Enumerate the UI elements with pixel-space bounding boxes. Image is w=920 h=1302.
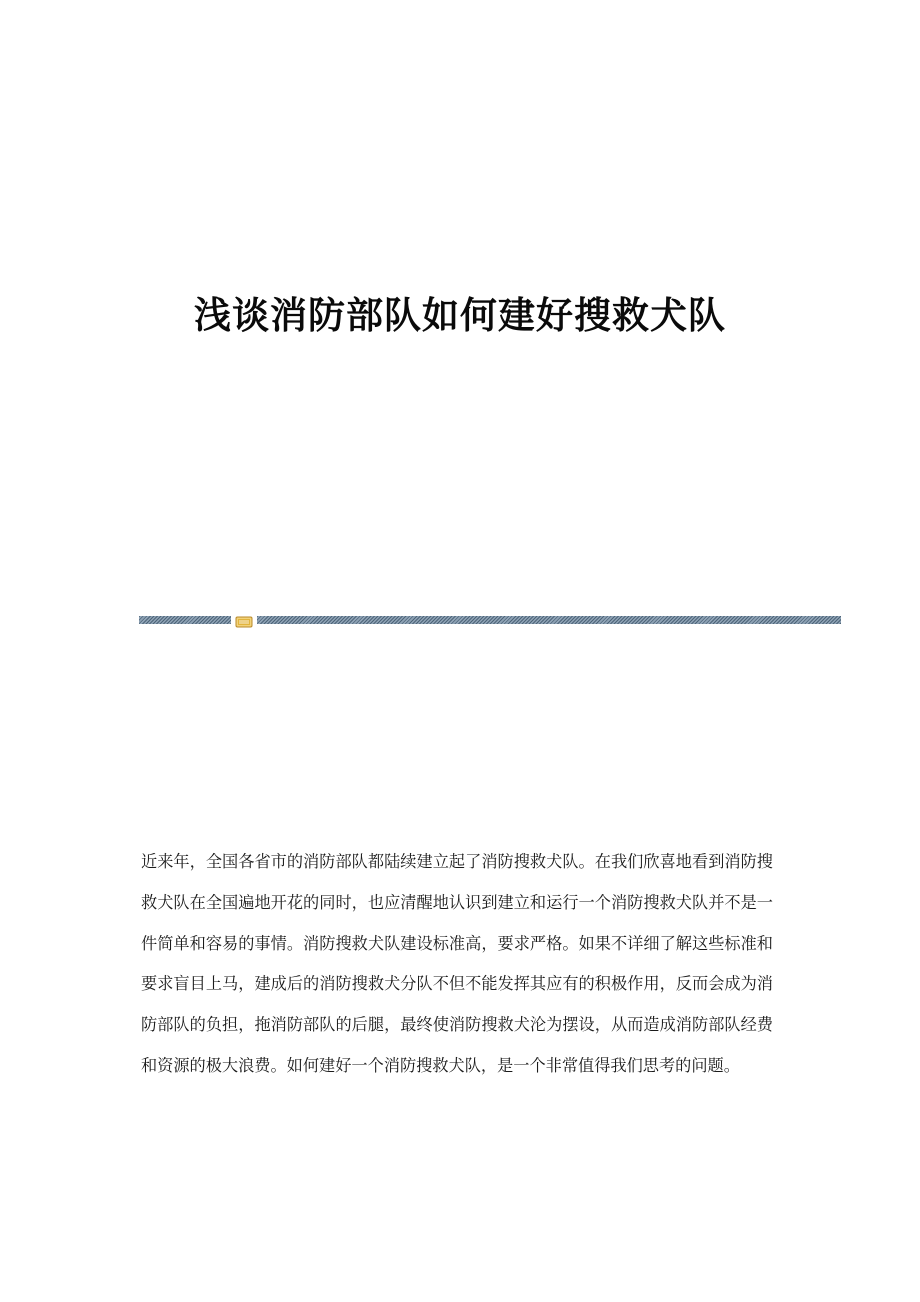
document-title: 浅谈消防部队如何建好搜救犬队	[194, 292, 726, 337]
section-divider	[139, 613, 841, 625]
body-paragraph: 近来年，全国各省市的消防部队都陆续建立起了消防搜救犬队。在我们欣喜地看到消防搜救犬队在全国遍地开花的同时，也应清醒地认识到建立和运行一个消防搜救犬队并不是一件简单和容易的事情。消防搜救犬队建设标准高，要求严格。如果不详细了解这些标准和要求盲目上马，建成后的消防搜救犬分队不但不能发挥其应有的积极作用，反而会成为消防部队的负担，拖消防部队的后腿，最终使消防搜救犬沦为摆设，从而造成消防部队经费和资源的极大浪费。如何建好一个消防搜救犬队，是一个非常值得我们思考的问题。	[141, 852, 773, 1075]
divider-bar-left	[139, 616, 231, 624]
divider-bar-right	[257, 616, 841, 624]
book-ornament-icon	[235, 613, 253, 625]
